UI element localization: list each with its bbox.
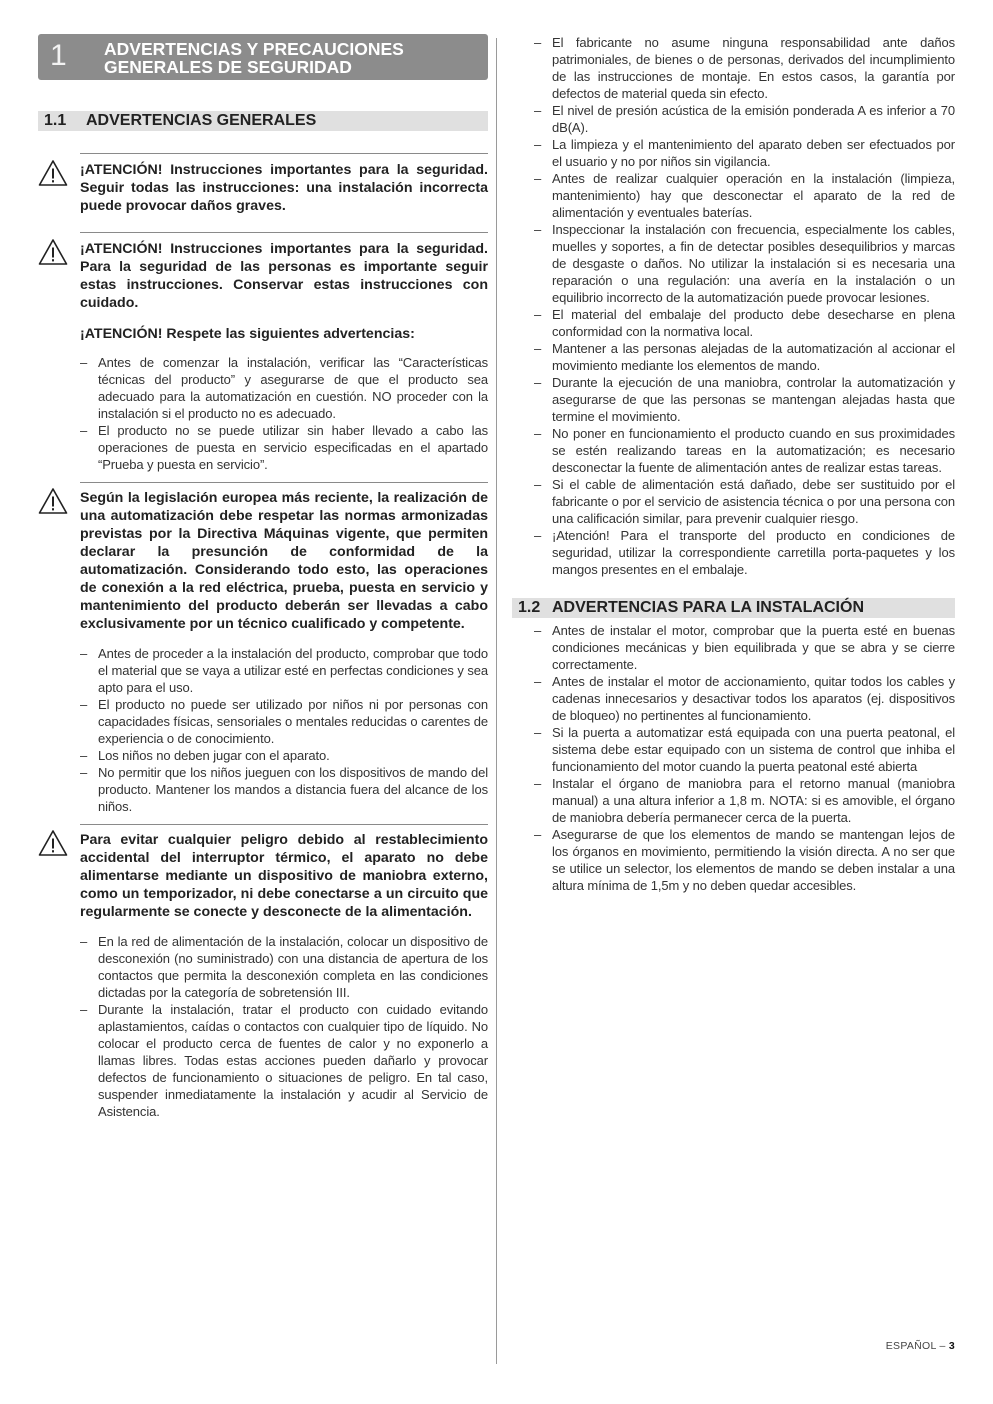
- warning-2-list: [80, 354, 488, 473]
- list-item: – Asegurarse de que los elementos de mando se mantengan lejos de los órganos en movimiento, permitiendo la visión directa. A no ser que se utilice un selector, los elementos de mando se deben instalar a una altura mínima de 1,5m y no deben quedar accesibles.: [534, 826, 955, 894]
- warning-triangle-icon: [38, 159, 68, 187]
- list-item: – El fabricante no asume ninguna responsabilidad ante daños patrimoniales, de bienes o de personas, derivados del incumplimiento de las instrucciones de montaje. En estos casos, la garantía por defectos de material queda sin efecto.: [534, 34, 955, 102]
- warning-4-list: [80, 933, 488, 1120]
- chapter-title-line1: ADVERTENCIAS Y PRECAUCIONES: [104, 39, 404, 59]
- list-item: – Si el cable de alimentación está dañado, debe ser sustituido por el fabricante o por el servicio de asistencia técnica o por una persona con una calificación similar, para prevenir cualquier riesgo.: [534, 476, 955, 527]
- list-item: – Mantener a las personas alejadas de la automatización al accionar el movimiento mediante los elementos de mando.: [534, 340, 955, 374]
- warning-block-1: [38, 161, 488, 215]
- list-item: – Durante la ejecución de una maniobra, controlar la automatización y asegurarse de que las personas se mantengan alejadas hasta que termine el movimiento.: [534, 374, 955, 425]
- warning-text: ¡ATENCIÓN! Instrucciones importantes para la seguridad. Seguir todas las instrucciones: una instalación incorrecta puede provocar daños graves.: [80, 162, 488, 214]
- section-title: ADVERTENCIAS GENERALES: [86, 112, 317, 129]
- list-item: – La limpieza y el mantenimiento del aparato deben ser efectuados por el usuario y no por niños sin vigilancia.: [534, 136, 955, 170]
- list-item: – En la red de alimentación de la instalación, colocar un dispositivo de desconexión (no suministrado) con una distancia de apertura de los contactos que permita la desconexión completa en las condiciones dictadas por la categoría de sobretensión III.: [80, 933, 488, 1001]
- chapter-title-line2: GENERALES DE SEGURIDAD: [104, 57, 352, 77]
- divider-rule: [80, 824, 488, 825]
- chapter-title: [104, 40, 404, 76]
- right-column: [512, 34, 955, 894]
- warning-text: Según la legislación europea más reciente, la realización de una automatización debe respetar las normas armonizadas previstas por la Directiva Máquinas vigente, que permiten declarar la presunción de conformidad de la automatización. Considerando todo esto, las operaciones de conexión a la red eléctrica, prueba, puesta en servicio y mantenimiento del producto deberán ser llevadas a cabo exclusivamente por un técnico cualificado y competente.: [80, 490, 488, 632]
- left-column: [38, 34, 488, 1120]
- list-item: – Antes de realizar cualquier operación en la instalación (limpieza, mantenimiento) hay que desconectar el aparato de la red de alimentación y eventuales baterías.: [534, 170, 955, 221]
- warning-block-3: [38, 489, 488, 633]
- column-divider: [496, 38, 497, 1364]
- warning-block-4: [38, 831, 488, 921]
- list-item: – El nivel de presión acústica de la emisión ponderada A es inferior a 70 dB(A).: [534, 102, 955, 136]
- list-item: – Durante la instalación, tratar el producto con cuidado evitando aplastamientos, caídas o contactos con cualquier tipo de líquido. No colocar el producto cerca de fuentes de calor y no exponerlo a llamas libres. Todas estas acciones pueden dañarlo y provocar defectos de funcionamiento o situaciones de peligro. En tal caso, suspender inmediatamente la instalación y acudir al Servicio de Asistencia.: [80, 1001, 488, 1120]
- warning-text: Para evitar cualquier peligro debido al restablecimiento accidental del interruptor térmico, el aparato no debe alimentarse mediante un dispositivo de maniobra externo, como un temporizador, ni debe conectarse a un circuito que regularmente se conecte y desconecte de la alimentación.: [80, 832, 488, 920]
- warning-3-list: [80, 645, 488, 815]
- list-item: – El producto no puede ser utilizado por niños ni por personas con capacidades físicas, sensoriales o mentales reducidas o carentes de experiencia o de conocimiento.: [80, 696, 488, 747]
- section-title: ADVERTENCIAS PARA LA INSTALACIÓN: [552, 599, 864, 616]
- section-number: 1.2: [518, 599, 541, 616]
- list-item: – Los niños no deben jugar con el aparato.: [80, 747, 488, 764]
- page-footer: [886, 1340, 955, 1352]
- divider-rule: [80, 232, 488, 233]
- page-number: 3: [948, 1340, 955, 1352]
- list-item: – Antes de instalar el motor de accionamiento, quitar todos los cables y cadenas innecesarios y desactivar todos los aparatos (ej. dispositivos de bloqueo) no pertinentes al funcionamiento.: [534, 673, 955, 724]
- divider-rule: [80, 482, 488, 483]
- list-item: – No permitir que los niños jueguen con los dispositivos de mando del producto. Mantener los mandos a distancia fuera del alcance de los niños.: [80, 764, 488, 815]
- list-item: – Inspeccionar la instalación con frecuencia, especialmente los cables, muelles y soportes, a fin de detectar posibles desequilibrios y marcas de desgaste o daños. No utilizar la instalación si es necesaria una reparación o una regulación: una avería en la instalación o un equilibrio incorrecto de la automatización puede provocar lesiones.: [534, 221, 955, 306]
- warning-block-2: [38, 240, 488, 343]
- list-item: – ¡Atención! Para el transporte del producto en condiciones de seguridad, utilizar la correspondiente carretilla porta-paquetes y los mangos presentes en el embalaje.: [534, 527, 955, 578]
- section-1-1-heading: [38, 111, 488, 131]
- footer-language: ESPAÑOL: [885, 1340, 937, 1352]
- general-warnings-list-cont: [534, 34, 955, 578]
- list-item: – El material del embalaje del producto debe desecharse en plena conformidad con la normativa local.: [534, 306, 955, 340]
- list-item: – Antes de instalar el motor, comprobar que la puerta esté en buenas condiciones mecánicas y bien equilibrada y que se abra y se cierre correctamente.: [534, 622, 955, 673]
- warning-subheading: ¡ATENCIÓN! Respete las siguientes advertencias:: [80, 326, 415, 342]
- warning-triangle-icon: [38, 238, 68, 266]
- installation-warnings-list: [534, 622, 955, 894]
- chapter-number: 1: [50, 39, 67, 72]
- footer-separator: –: [939, 1340, 946, 1352]
- divider-rule: [80, 153, 488, 154]
- list-item: – El producto no se puede utilizar sin haber llevado a cabo las operaciones de puesta en servicio especificadas en el apartado “Prueba y puesta en servicio”.: [80, 422, 488, 473]
- warning-text: ¡ATENCIÓN! Instrucciones importantes para la seguridad. Para la seguridad de las personas es importante seguir estas instrucciones. Conservar estas instrucciones con cuidado.: [80, 241, 488, 311]
- list-item: – No poner en funcionamiento el producto cuando en sus proximidades se estén realizando tareas en la automatización; es necesario desconectar la fuente de alimentación antes de realizar estas tareas.: [534, 425, 955, 476]
- warning-triangle-icon: [38, 829, 68, 857]
- list-item: – Si la puerta a automatizar está equipada con una puerta peatonal, el sistema debe estar equipado con un sistema de control que inhiba el funcionamiento del motor cuando la puerta peatonal esté abierta: [534, 724, 955, 775]
- section-1-2-heading: [512, 598, 955, 618]
- list-item: – Antes de proceder a la instalación del producto, comprobar que todo el material que se vaya a utilizar esté en perfectas condiciones y sea apto para el uso.: [80, 645, 488, 696]
- section-number: 1.1: [44, 112, 67, 129]
- warning-triangle-icon: [38, 487, 68, 515]
- list-item: – Antes de comenzar la instalación, verificar las “Características técnicas del producto” y asegurarse de que el producto sea adecuado para la automatización en cuestión. NO proceder con la instalación si el producto no es adecuado.: [80, 354, 488, 422]
- chapter-header: [38, 34, 488, 80]
- list-item: – Instalar el órgano de maniobra para el retorno manual (maniobra manual) a una altura inferior a 1,8 m. NOTA: si es amovible, el órgano de maniobra debería permanecer cerca de la puerta.: [534, 775, 955, 826]
